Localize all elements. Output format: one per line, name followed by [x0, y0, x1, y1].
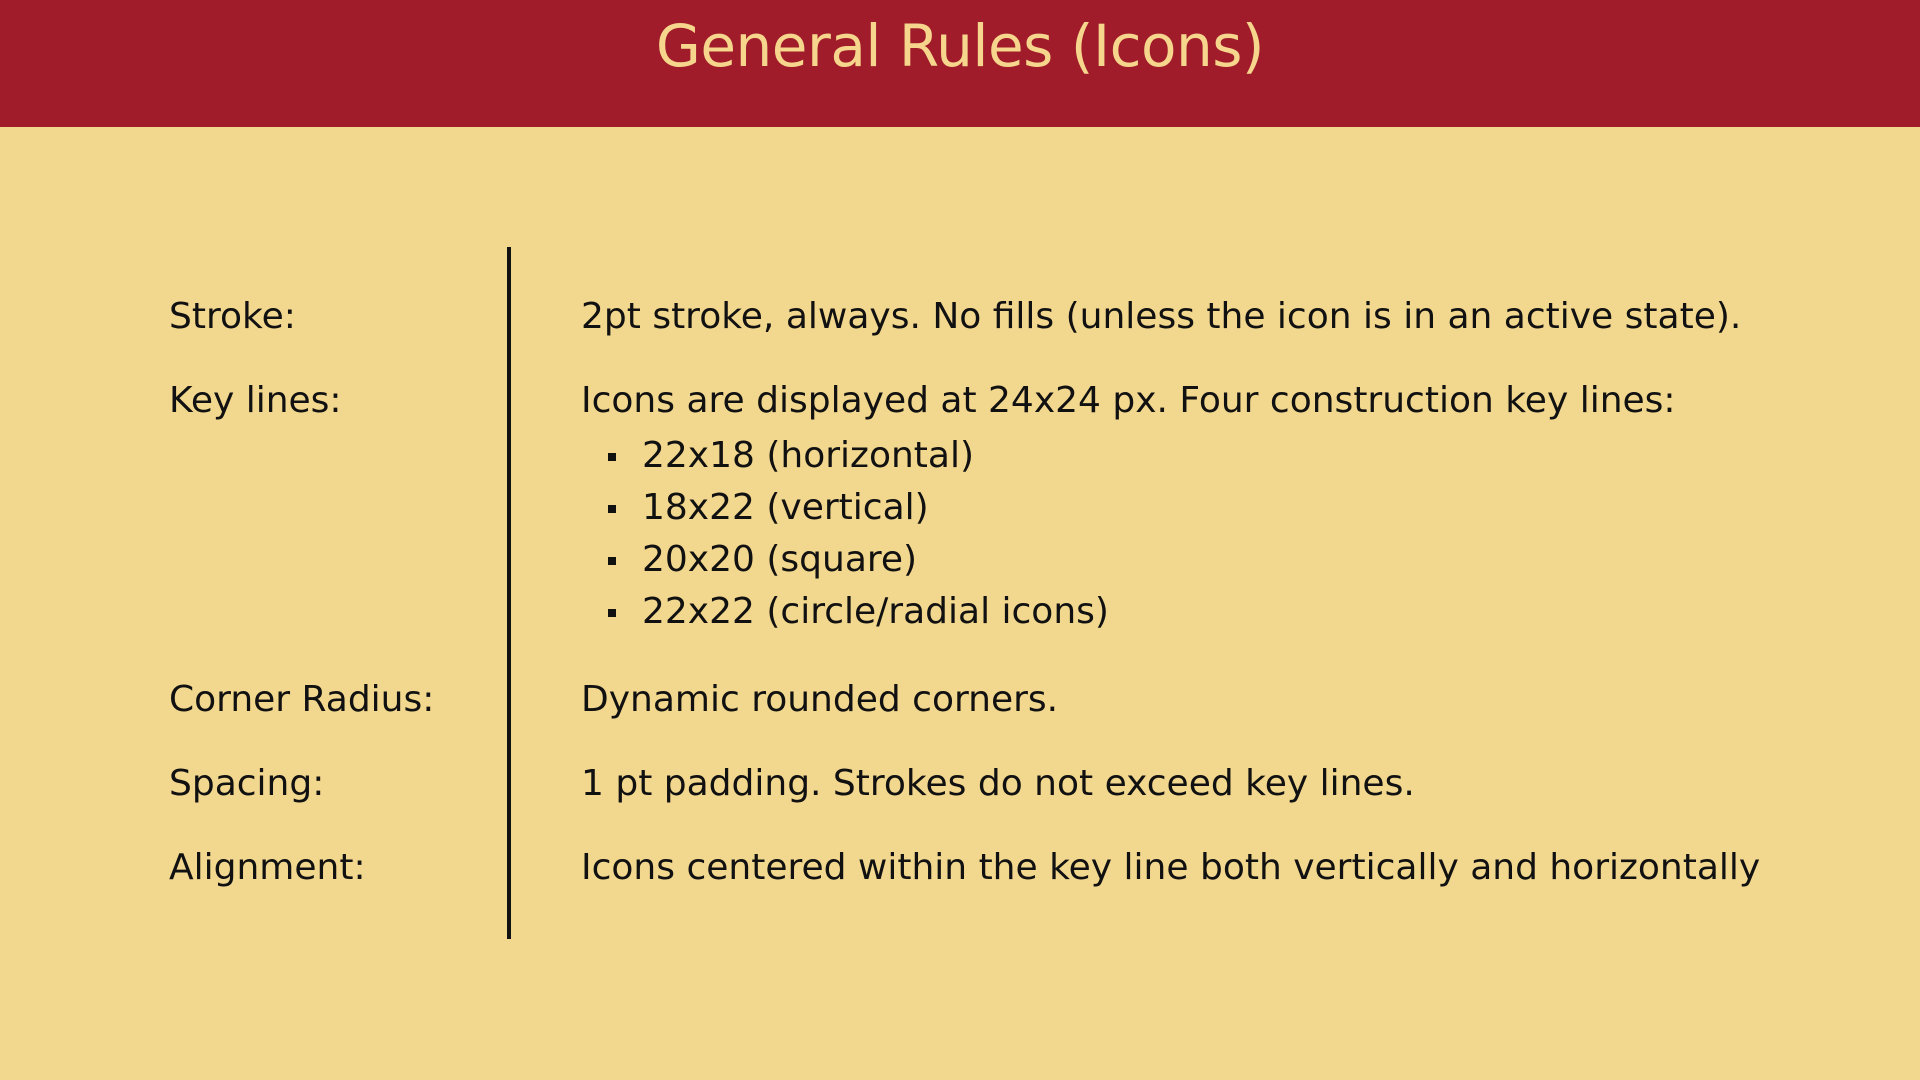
list-item — [605, 586, 1109, 638]
rule-value-alignment: Icons centered within the key line both vertically and horizontally — [581, 847, 1761, 888]
rule-value-stroke: 2pt stroke, always. No fills (unless the icon is in an active state). — [581, 296, 1742, 337]
rule-label-alignment: Alignment: — [169, 847, 366, 888]
key-line-text: 22x18 (horizontal) — [642, 435, 975, 476]
rule-value-key-lines: Icons are displayed at 24x24 px. Four construction key lines: — [581, 380, 1676, 421]
key-line-text: 18x22 (vertical) — [642, 487, 929, 528]
key-line-text: 20x20 (square) — [642, 539, 918, 580]
vertical-divider — [507, 247, 511, 939]
rule-label-key-lines: Key lines: — [169, 380, 342, 421]
key-lines-list — [605, 430, 1109, 638]
square-bullet-icon — [608, 453, 616, 461]
rule-label-corner-radius: Corner Radius: — [169, 679, 435, 720]
key-line-text: 22x22 (circle/radial icons) — [642, 591, 1109, 632]
square-bullet-icon — [608, 557, 616, 565]
square-bullet-icon — [608, 505, 616, 513]
rule-label-spacing: Spacing: — [169, 763, 325, 804]
rule-value-spacing: 1 pt padding. Strokes do not exceed key lines. — [581, 763, 1415, 804]
rule-label-stroke: Stroke: — [169, 296, 296, 337]
list-item — [605, 482, 1109, 534]
square-bullet-icon — [608, 609, 616, 617]
list-item — [605, 534, 1109, 586]
rule-value-corner-radius: Dynamic rounded corners. — [581, 679, 1059, 720]
list-item — [605, 430, 1109, 482]
title-bar — [0, 0, 1920, 127]
page-title: General Rules (Icons) — [655, 12, 1265, 81]
